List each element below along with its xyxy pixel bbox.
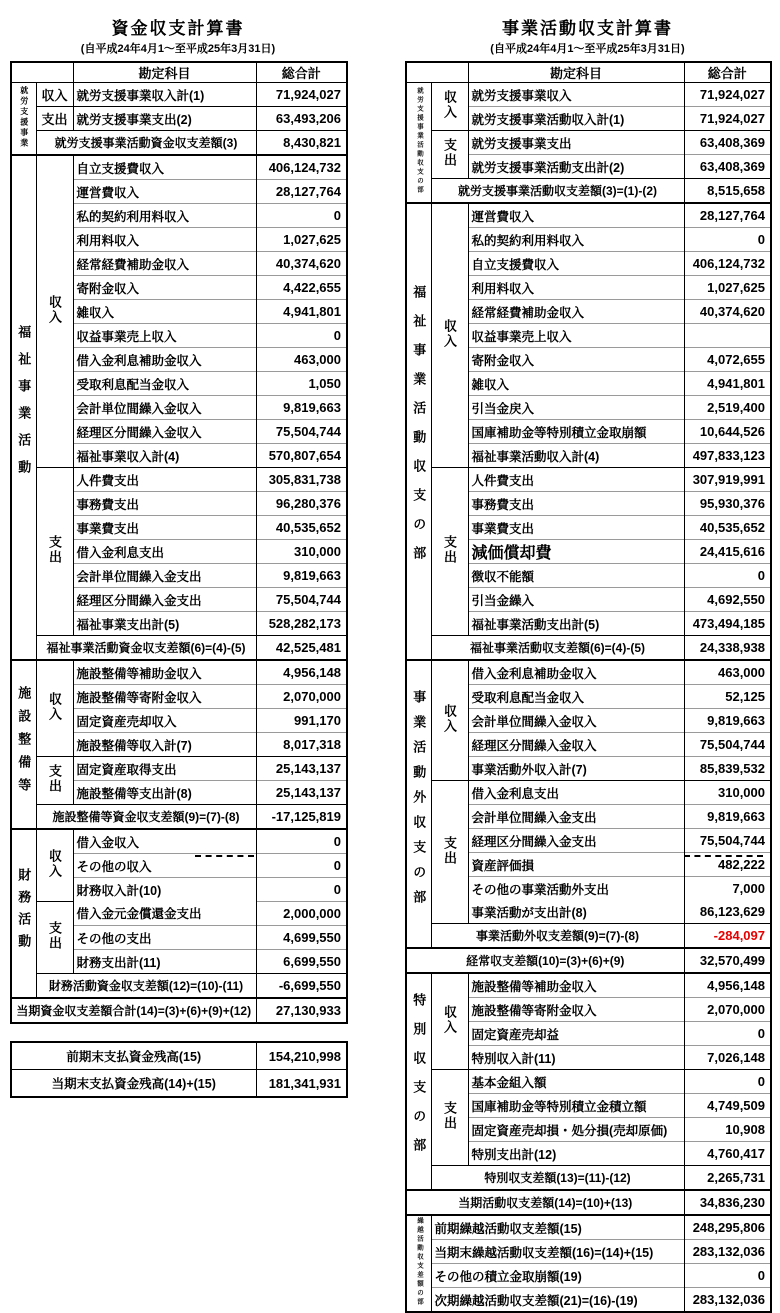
account-row [11, 155, 347, 180]
amount: 2,000,000 [256, 902, 347, 926]
amount: 0 [684, 1264, 771, 1288]
section-label [406, 973, 431, 1190]
amount: 63,493,206 [256, 107, 347, 131]
amount: 4,760,417 [684, 1142, 771, 1166]
account-name: 運営費収入 [73, 180, 256, 204]
account-name: 事業活動が支出計(8) [468, 900, 684, 924]
income-label-text: 収入 [442, 704, 457, 734]
account-name: 利用料収入 [73, 228, 256, 252]
amount: 52,125 [684, 685, 771, 709]
amount: 283,132,036 [684, 1240, 771, 1264]
page-break-dashes [684, 855, 763, 857]
amount: 9,819,663 [256, 396, 347, 420]
amount: 463,000 [684, 660, 771, 685]
statement-title: 事業活動収支計算書 [502, 19, 673, 38]
amount: 8,515,658 [684, 179, 771, 204]
expense-label-text: 支出 [442, 835, 457, 866]
amount: 95,930,376 [684, 492, 771, 516]
amount: 570,807,654 [256, 444, 347, 468]
amount: 473,494,185 [684, 612, 771, 636]
account-name: その他の支出 [73, 926, 256, 950]
activity-table [405, 61, 772, 1313]
account-name: 経常経費補助金収入 [73, 252, 256, 276]
cash-flow-statement [10, 0, 346, 1098]
amount: 40,374,620 [256, 252, 347, 276]
account-name: 就労支援事業収入計(1) [73, 83, 256, 107]
amount: 4,941,801 [684, 372, 771, 396]
amount: -17,125,819 [256, 805, 347, 830]
account-name: 事業費支出 [468, 516, 684, 540]
account-name: 私的契約利用料収入 [73, 204, 256, 228]
subtotal-row [406, 1166, 771, 1191]
amount: 63,408,369 [684, 155, 771, 179]
subtotal-row [11, 636, 347, 661]
income-label [36, 829, 73, 902]
amount: 0 [256, 204, 347, 228]
section-label [406, 203, 431, 660]
account-name: 施設整備等支出計(8) [73, 781, 256, 805]
section-label-text: 就労支援事業活動収支の部 [416, 87, 423, 195]
section-label [11, 83, 36, 156]
amount: 96,280,376 [256, 492, 347, 516]
account-name: 福祉事業収入計(4) [73, 444, 256, 468]
account-name: 就労支援事業支出 [468, 131, 684, 155]
account-name: 施設整備等収入計(7) [73, 733, 256, 757]
total-row [406, 948, 771, 973]
total-name: 経常収支差額(10)=(3)+(6)+(9) [406, 948, 684, 973]
activity-statement [405, 0, 770, 1313]
account-row [11, 757, 347, 781]
subtotal-row [11, 805, 347, 830]
amount: 283,132,036 [684, 1288, 771, 1313]
income-label-text: 収入 [442, 1005, 457, 1035]
amount: 9,819,663 [684, 805, 771, 829]
total-name: 当期資金収支差額合計(14)=(3)+(6)+(9)+(12) [11, 998, 256, 1023]
amount: 6,699,550 [256, 950, 347, 974]
account-name: その他の積立金取崩額(19) [431, 1264, 684, 1288]
account-row [406, 131, 771, 155]
amount: 27,130,933 [256, 998, 347, 1023]
expense-label: 支出 [36, 107, 73, 131]
subtotal-name: 事業活動外収支差額(9)=(7)-(8) [431, 924, 684, 949]
expense-label [431, 781, 468, 924]
income-label-text: 収入 [442, 319, 457, 349]
amount: 28,127,764 [684, 203, 771, 228]
account-name: 借入金収入 [73, 829, 256, 854]
subtotal-row [406, 179, 771, 204]
account-name: 受取利息配当金収入 [73, 372, 256, 396]
account-name: 受取利息配当金収入 [468, 685, 684, 709]
section-label-text: 繰越活動収支差額の部 [416, 1217, 423, 1307]
account-row [11, 660, 347, 685]
account-name: 就労支援事業収入 [468, 83, 684, 107]
account-name: 会計単位間繰入金支出 [73, 564, 256, 588]
account-row [406, 973, 771, 998]
amount: 86,123,629 [699, 904, 765, 919]
subtotal-row [11, 974, 347, 999]
account-name: 引当金戻入 [468, 396, 684, 420]
account-name: 事務費支出 [73, 492, 256, 516]
account-name: 利用料収入 [468, 276, 684, 300]
balance-row [11, 1070, 347, 1098]
amount: 40,374,620 [684, 300, 771, 324]
expense-label [431, 1070, 468, 1166]
balance-name: 当期末支払資金残高(14)+(15) [11, 1070, 256, 1098]
account-row [11, 107, 347, 131]
amount: 24,415,616 [684, 540, 771, 564]
income-label-text: 収入 [47, 295, 62, 325]
account-name: 経理区分間繰入金支出 [468, 829, 684, 853]
account-name: 施設整備等寄附金収入 [468, 998, 684, 1022]
amount: 0 [256, 854, 347, 878]
account-name: 会計単位間繰入金収入 [73, 396, 256, 420]
amount: 4,956,148 [684, 973, 771, 998]
account-row [406, 1215, 771, 1240]
section-label [406, 83, 431, 204]
amount: 71,924,027 [699, 87, 765, 102]
account-name: 就労支援事業活動収入計(1) [468, 107, 684, 131]
account-name: 寄附金収入 [468, 348, 684, 372]
amount: 310,000 [256, 540, 347, 564]
account-name: 基本金組入額 [468, 1070, 684, 1094]
section-label-text: 福祉事業活動 [16, 325, 32, 487]
amount: 75,504,744 [684, 829, 771, 853]
account-name: 自立支援費収入 [468, 252, 684, 276]
account-name: 経常経費補助金収入 [468, 300, 684, 324]
amount: 25,143,137 [256, 781, 347, 805]
subtotal-row [406, 924, 771, 949]
subtotal-name: 特別収支差額(13)=(11)-(12) [431, 1166, 684, 1191]
subtotal-name: 就労支援事業活動資金収支差額(3) [36, 131, 256, 156]
amount: 24,338,938 [684, 636, 771, 661]
amount: 0 [684, 228, 771, 252]
account-name: 雑収入 [468, 372, 684, 396]
amount: 1,027,625 [256, 228, 347, 252]
header-row [11, 62, 347, 83]
account-name: 借入金利息補助金収入 [73, 348, 256, 372]
amount: 28,127,764 [256, 180, 347, 204]
account-name: 福祉事業支出計(5) [73, 612, 256, 636]
income-label [431, 973, 468, 1070]
column-header-total: 総合計 [684, 62, 771, 83]
amount: 40,535,652 [256, 516, 347, 540]
account-name: 固定資産売却損・処分損(売却原価) [468, 1118, 684, 1142]
account-name: 減価償却費 [468, 540, 684, 564]
account-name: 資産評価損 [468, 853, 684, 877]
account-name: 国庫補助金等特別積立金取崩額 [468, 420, 684, 444]
account-name: 会計単位間繰入金収入 [468, 709, 684, 733]
amount: 4,749,509 [684, 1094, 771, 1118]
account-name: 事業費支出 [73, 516, 256, 540]
expense-label [431, 468, 468, 636]
statement-period: (自平成24年4月1～至平成25年3月31日) [490, 43, 685, 55]
amount: 10,644,526 [684, 420, 771, 444]
income-label: 収入 [36, 83, 73, 107]
amount: 1,050 [256, 372, 347, 396]
account-name: 徴収不能額 [468, 564, 684, 588]
income-label-text: 収入 [442, 90, 457, 120]
account-name: 就労支援事業活動支出計(2) [468, 155, 684, 179]
account-row [406, 1288, 771, 1313]
account-name: 財務支出計(11) [73, 950, 256, 974]
account-name: 当期末繰越活動収支差額(16)=(14)+(15) [431, 1240, 684, 1264]
account-name: 福祉事業活動収入計(4) [468, 444, 684, 468]
amount: 497,833,123 [684, 444, 771, 468]
account-name: 収益事業売上収入 [73, 324, 256, 348]
amount: 40,535,652 [684, 516, 771, 540]
account-name: 雑収入 [73, 300, 256, 324]
account-name: 収益事業売上収入 [468, 324, 684, 348]
account-name: 借入金利息支出 [468, 781, 684, 805]
account-name: 福祉事業活動支出計(5) [468, 612, 684, 636]
amount: 463,000 [256, 348, 347, 372]
statement-title: 資金収支計算書 [111, 19, 245, 38]
account-row [11, 83, 347, 107]
account-name: 固定資産売却益 [468, 1022, 684, 1046]
account-row [406, 1070, 771, 1094]
section-label [406, 1215, 431, 1312]
expense-label-text: 支出 [442, 535, 457, 565]
amount: 75,504,744 [256, 420, 347, 444]
expense-label [36, 468, 73, 636]
section-label [11, 155, 36, 660]
account-name: 経理区分間繰入金収入 [468, 733, 684, 757]
total-name: 当期活動収支差額(14)=(10)+(13) [406, 1190, 684, 1215]
amount: 0 [684, 1070, 771, 1094]
amount-negative: -284,097 [684, 924, 771, 949]
amount: 4,692,550 [684, 588, 771, 612]
statement-period: (自平成24年4月1～至平成25年3月31日) [80, 43, 276, 55]
header-blank-cell [11, 62, 73, 83]
amount: 71,924,027 [684, 107, 771, 131]
account-name: 借入金利息支出 [73, 540, 256, 564]
header-row [406, 62, 771, 83]
account-row [406, 83, 771, 107]
amount: 0 [256, 324, 347, 348]
account-row [406, 1264, 771, 1288]
amount: 4,699,550 [256, 926, 347, 950]
expense-label-text: 支出 [47, 764, 62, 794]
page-break-dashes [195, 855, 254, 857]
amount: 154,210,998 [268, 1048, 341, 1064]
expense-label-text: 支出 [442, 1101, 457, 1131]
account-name: 施設整備等寄附金収入 [73, 685, 256, 709]
account-name: 人件費支出 [73, 468, 256, 492]
balance-name: 前期末支払資金残高(15) [11, 1042, 256, 1070]
balance-row [11, 1042, 347, 1070]
account-name: 寄附金収入 [73, 276, 256, 300]
account-row [406, 660, 771, 685]
amount: 71,924,027 [275, 87, 341, 102]
expense-label-text: 支出 [47, 535, 62, 565]
amount: 406,124,732 [684, 252, 771, 276]
income-label-text: 収入 [47, 849, 62, 879]
subtotal-row [11, 131, 347, 156]
amount: 75,504,744 [684, 733, 771, 757]
amount: 2,265,731 [684, 1166, 771, 1191]
subtotal-name: 施設整備等資金収支差額(9)=(7)-(8) [36, 805, 256, 830]
income-label-text: 収入 [47, 692, 62, 722]
section-label-text: 福祉事業活動収支の部 [411, 285, 427, 575]
amount: 310,000 [684, 781, 771, 805]
section-label-text: 施設整備等 [16, 685, 32, 801]
amount: 9,819,663 [256, 564, 347, 588]
account-name: 経理区分間繰入金支出 [73, 588, 256, 612]
amount: 7,000 [684, 877, 771, 901]
account-name: 国庫補助金等特別積立金積立額 [468, 1094, 684, 1118]
section-label-text: 特別収支の部 [411, 993, 427, 1167]
amount: -6,699,550 [256, 974, 347, 999]
amount: 9,819,663 [684, 709, 771, 733]
account-name: 自立支援費収入 [73, 155, 256, 180]
account-name: 借入金元金償還金支出 [73, 902, 256, 926]
amount: 8,430,821 [256, 131, 347, 156]
amount: 4,422,655 [256, 276, 347, 300]
expense-label [36, 902, 73, 974]
subtotal-name: 就労支援事業活動収支差額(3)=(1)-(2) [431, 179, 684, 204]
section-label-text: 事業活動外収支の部 [411, 690, 427, 915]
account-name: 経理区分間繰入金収入 [73, 420, 256, 444]
amount: 32,570,499 [684, 948, 771, 973]
amount: 0 [684, 564, 771, 588]
amount: 42,525,481 [256, 636, 347, 661]
expense-label [431, 131, 468, 179]
account-row [11, 468, 347, 492]
amount: 10,908 [684, 1118, 771, 1142]
amount: 25,143,137 [256, 757, 347, 781]
account-row [11, 829, 347, 854]
amount: 85,839,532 [684, 757, 771, 781]
amount: 528,282,173 [256, 612, 347, 636]
account-name: その他の収入 [73, 854, 256, 878]
amount: 7,026,148 [684, 1046, 771, 1070]
amount: 1,027,625 [684, 276, 771, 300]
amount: 181,341,931 [256, 1070, 347, 1098]
subtotal-name: 福祉事業活動資金収支差額(6)=(4)-(5) [36, 636, 256, 661]
expense-label-text: 支出 [47, 921, 62, 951]
income-label [431, 203, 468, 468]
account-name: 会計単位間繰入金支出 [468, 805, 684, 829]
account-row [406, 468, 771, 492]
income-label [36, 155, 73, 468]
subtotal-name: 財務活動資金収支差額(12)=(10)-(11) [36, 974, 256, 999]
account-name: 事業活動外収入計(7) [468, 757, 684, 781]
account-name: 借入金利息補助金収入 [468, 660, 684, 685]
account-name: 固定資産売却収入 [73, 709, 256, 733]
amount [684, 324, 771, 348]
amount: 2,070,000 [684, 998, 771, 1022]
account-name: 引当金繰入 [468, 588, 684, 612]
account-name: 財務収入計(10) [73, 878, 256, 902]
amount: 75,504,744 [256, 588, 347, 612]
amount: 248,295,806 [684, 1215, 771, 1240]
section-label [11, 829, 36, 998]
subtotal-row [406, 636, 771, 661]
amount: 482,222 [684, 853, 771, 877]
total-row [406, 1190, 771, 1215]
amount: 8,017,318 [256, 733, 347, 757]
amount: 305,831,738 [256, 468, 347, 492]
amount: 34,836,230 [684, 1190, 771, 1215]
amount: 4,956,148 [256, 660, 347, 685]
total-row [11, 998, 347, 1023]
account-name: 事務費支出 [468, 492, 684, 516]
amount: 307,919,991 [684, 468, 771, 492]
amount: 63,408,369 [684, 131, 771, 155]
account-name: 人件費支出 [468, 468, 684, 492]
account-row [406, 1240, 771, 1264]
account-name: 固定資産取得支出 [73, 757, 256, 781]
amount: 4,072,655 [684, 348, 771, 372]
amount: 0 [684, 1022, 771, 1046]
account-name: 前期繰越活動収支差額(15) [431, 1215, 684, 1240]
account-name: その他の事業活動外支出 [468, 877, 684, 901]
section-label-text: 就労支援事業 [19, 85, 29, 149]
amount: 0 [256, 829, 347, 854]
account-name: 特別収入計(11) [468, 1046, 684, 1070]
account-name: 特別支出計(12) [468, 1142, 684, 1166]
section-label-text: 財務活動 [16, 868, 32, 956]
amount: 991,170 [256, 709, 347, 733]
account-row [406, 781, 771, 805]
account-name: 施設整備等補助金収入 [73, 660, 256, 685]
amount: 2,519,400 [684, 396, 771, 420]
account-row [11, 902, 347, 926]
header-blank-cell [406, 62, 468, 83]
income-label [36, 660, 73, 757]
expense-label [36, 757, 73, 805]
section-label [11, 660, 36, 829]
account-name: 運営費収入 [468, 203, 684, 228]
income-label [431, 660, 468, 781]
subtotal-name: 福祉事業活動収支差額(6)=(4)-(5) [431, 636, 684, 661]
column-header-total: 総合計 [256, 62, 347, 83]
account-name: 私的契約利用料収入 [468, 228, 684, 252]
account-name: 就労支援事業支出(2) [73, 107, 256, 131]
fund-balance-table [10, 1041, 348, 1098]
income-label [431, 83, 468, 131]
amount: 406,124,732 [256, 155, 347, 180]
account-name: 次期繰越活動収支差額(21)=(16)-(19) [431, 1288, 684, 1313]
section-label [406, 660, 431, 948]
amount: 0 [256, 878, 347, 902]
cash-flow-table [10, 61, 348, 1024]
expense-label-text: 支出 [442, 138, 457, 168]
amount: 2,070,000 [256, 685, 347, 709]
account-name: 施設整備等補助金収入 [468, 973, 684, 998]
amount: 4,941,801 [256, 300, 347, 324]
account-row [406, 203, 771, 228]
column-header-account: 勘定科目 [468, 62, 684, 83]
column-header-account: 勘定科目 [73, 62, 256, 83]
